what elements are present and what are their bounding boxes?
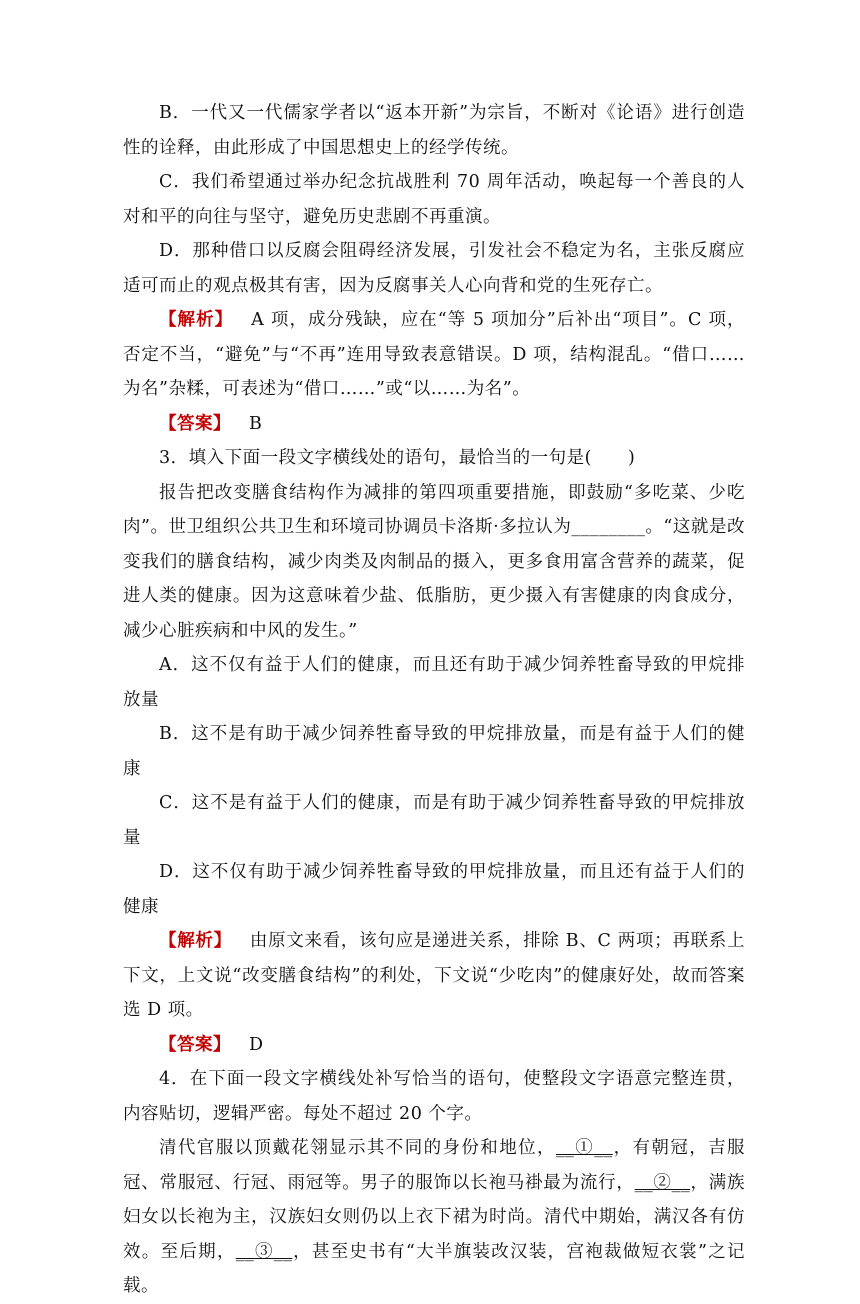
q4-text-3: ，满族妇女以长袍为主，汉族妇女则仍以上衣下裙为时尚。清代中期始，满汉各有仿效。至后期， (123, 1172, 746, 1262)
q2-answer-value: B (249, 413, 263, 434)
q2-analysis (123, 303, 745, 407)
document-page (123, 96, 745, 1304)
q3-stem: 3．填入下面一段文字横线处的语句，最恰当的一句是( ) (159, 448, 636, 468)
q3-option-a: A．这不仅有益于人们的健康，而且还有助于减少饲养牲畜导致的甲烷排放量 (123, 655, 745, 710)
q4-text-4: ，甚至史书有“大半旗装改汉装，宫袍裁做短衣裳”之记载。 (123, 1241, 746, 1296)
q4-blank-1: __①__ (555, 1138, 613, 1158)
q2-option-b: B．一代又一代儒家学者以“返本开新”为宗旨，不断对《论语》进行创造性的诠释，由此形成了中国思想史上的经学传统。 (123, 103, 745, 158)
q3-answer (123, 1028, 745, 1063)
q3-option-b: B．这不是有助于减少饲养牲畜导致的甲烷排放量，而是有益于人们的健康 (123, 724, 745, 779)
q4-blank-3: __③__ (235, 1241, 293, 1262)
q2-analysis-text: A 项，成分残缺，应在“等 5 项加分”后补出“项目”。C 项，否定不当，“避免”与“不再”连用导致表意错误。D 项，结构混乱。“借口……为名”杂糅，可表述为“借口……”或“以……为名”。 (123, 310, 746, 399)
q4-text-1: 清代官服以顶戴花翎显示其不同的身份和地位， (159, 1138, 556, 1158)
answer-label: 【答案】 (159, 413, 231, 434)
q3-option-c: C．这不是有益于人们的健康，而是有助于减少饲养牲畜导致的甲烷排放量 (123, 793, 745, 848)
q3-analysis-text: 由原文来看，该句应是递进关系，排除 B、C 两项；再联系上下文，上文说“改变膳食结构”的利处，下文说“少吃肉”的健康好处，故而答案选 D 项。 (123, 931, 746, 1020)
q3-analysis (123, 924, 745, 1028)
q3-passage: 报告把改变膳食结构作为减排的第四项重要措施，即鼓励“多吃菜、少吃肉”。世卫组织公共卫生和环境司协调员卡洛斯·多拉认为________。“这就是改变我们的膳食结构，减少肉类及肉制品的摄入，更多食用富含营养的蔬菜，促进人类的健康。因为这意味着少盐、低脂肪，更少摄入有害健康的肉食成分，减少心脏疾病和中风的发生。” (123, 482, 745, 641)
analysis-label: 【解析】 (159, 310, 234, 330)
q3-answer-value: D (249, 1034, 264, 1055)
q4-blank-2: __②__ (634, 1172, 691, 1193)
q2-option-d: D．那种借口以反腐会阻碍经济发展，引发社会不稳定为名，主张反腐应适可而止的观点极其有害，因为反腐事关人心向背和党的生死存亡。 (123, 241, 745, 296)
q4-stem: 4．在下面一段文字横线处补写恰当的语句，使整段文字语意完整连贯，内容贴切，逻辑严密。每处不超过 20 个字。 (123, 1069, 745, 1124)
answer-label: 【答案】 (159, 1034, 231, 1055)
q4-text-2: ，有朝冠，吉服冠、常服冠、行冠、雨冠等。男子的服饰以长袍马褂最为流行， (123, 1138, 746, 1193)
q4-passage (123, 1131, 745, 1304)
q3-option-d: D．这不仅有助于减少饲养牲畜导致的甲烷排放量，而且还有益于人们的健康 (123, 862, 745, 917)
q2-option-c: C．我们希望通过举办纪念抗战胜利 70 周年活动，唤起每一个善良的人对和平的向往与坚守，避免历史悲剧不再重演。 (123, 172, 745, 227)
q2-answer (123, 407, 745, 442)
analysis-label: 【解析】 (159, 931, 232, 951)
